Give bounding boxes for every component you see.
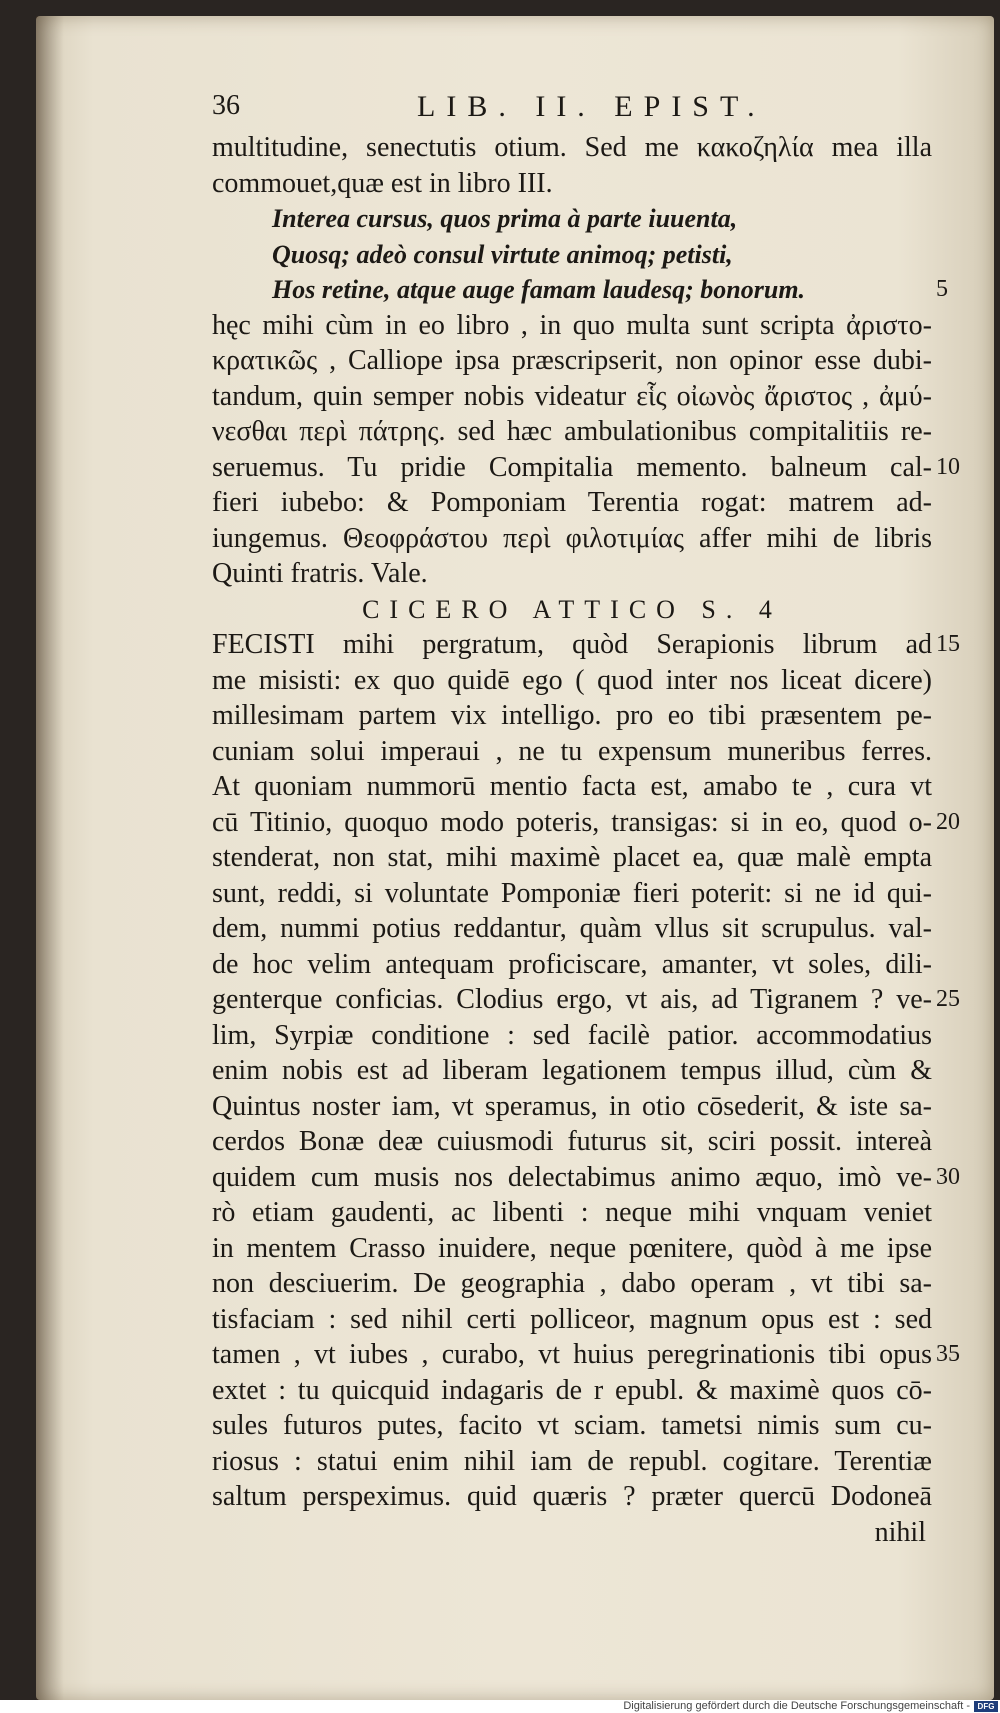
margin-line-number: 35 [936,1341,960,1367]
running-header [212,90,932,130]
text-line: enim nobis est ad liberam legationem tempus illud, cùm & [212,1055,932,1086]
text-line: quidem cum musis nos delectabimus animo æquo, imò ve- [212,1161,932,1193]
text-line: in mentem Crasso inuidere, neque pœnitere, quòd à me ipse [212,1232,932,1264]
text-line: fieri iubebo: & Pomponiam Terentia rogat: matrem ad- [212,487,932,518]
text-lines [212,130,932,1550]
text-line: Quintus noster iam, vt speramus, in otio cōsederit, & iste sa- [212,1090,932,1122]
text-line: saltum perspeximus. quid quæris ? præter quercū Dodoneā [212,1481,932,1512]
text-line: dem, nummi potius reddantur, quàm vllus sit scrupulus. val- [212,913,932,944]
margin-line-number: 30 [936,1163,960,1190]
text-line: sules futuros putes, facito vt sciam. tametsi nimis sum cu- [212,1410,932,1441]
running-title: LIB. II. EPIST. [417,90,766,123]
margin-line-number: 25 [936,986,960,1012]
text-line: tisfaciam : sed nihil certi polliceor, magnum opus est : sed [212,1303,932,1335]
text-line: multitudine, senectutis otium. Sed me κακοζηλία mea illa [212,132,932,163]
text-line: commouet,quæ est in libro III. [212,167,553,199]
text-line: tamen , vt iubes , curabo, vt huius peregrinationis tibi opus [212,1339,932,1370]
text-line: CICERO ATTICO S. 4 [362,594,782,624]
text-line: me misisti: ex quo quidē ego ( quod inter nos liceat dicere) [212,664,932,696]
text-line: non desciuerim. De geographia , dabo operam , vt tibi sa- [212,1268,932,1299]
text-line: sunt, reddi, si voluntate Pomponiæ fieri poterit: si ne id qui- [212,877,932,909]
text-line: Hos retine, atque auge famam laudesq; bonorum. [272,275,806,304]
text-line: rò etiam gaudenti, ac libenti : neque mihi vnquam veniet [212,1197,932,1228]
text-line: Quosq; adeò consul virtute animoq; petisti, [272,239,733,269]
page-spine-shadow [36,16,64,1700]
text-line: νεσθαι περὶ πάτρης. sed hæc ambulationibus compitalitiis re- [212,416,932,447]
page-text-block [212,90,932,1550]
footer-text: Digitalisierung gefördert durch die Deutsche Forschungsgemeinschaft - [623,1700,970,1712]
text-line: cū Titinio, quoquo modo poteris, transigas: si in eo, quod o- [212,806,932,838]
margin-line-number: 15 [936,631,960,657]
text-line: cerdos Bonæ deæ cuiusmodi futurus sit, sciri possit. intereà [212,1126,932,1157]
text-line: hęc mihi cùm in eo libro , in quo multa sunt scripta ἀριστο- [212,309,932,341]
text-line: iungemus. Θεοφράστου περὶ φιλοτιμίας affer mihi de libris [212,522,932,554]
text-line: Quinti fratris. Vale. [212,558,428,589]
dfg-logo: DFG [974,1701,998,1712]
text-line: At quoniam nummorū mentio facta est, amabo te , cura vt [212,771,932,802]
text-line: millesimam partem vix intelligo. pro eo tibi præsentem pe- [212,700,932,731]
text-line: cuniam solui imperaui , ne tu expensum muneribus ferres. [212,735,932,767]
text-line: FECISTI mihi pergratum, quòd Serapionis librum ad [212,629,932,660]
text-line: nihil [874,1516,926,1548]
text-line: tandum, quin semper nobis videatur εἷς οἰωνὸς ἄριστος , ἀμύ- [212,380,932,412]
margin-line-number: 20 [936,808,960,835]
text-line: Interea cursus, quos prima à parte iuuenta, [272,204,738,233]
page-number: 36 [212,90,240,121]
text-line: κρατικῶς , Calliope ipsa præscripserit, non opinor esse dubi- [212,345,932,376]
text-line: stenderat, non stat, mihi maximè placet ea, quæ malè empta [212,842,932,873]
text-line: riosus : statui enim nihil iam de republ. cogitare. Terentiæ [212,1445,932,1477]
margin-line-number: 5 [936,276,948,302]
digitization-footer [0,1700,1000,1713]
text-line: de hoc velim antequam proficiscare, amanter, vt soles, dili- [212,948,932,980]
text-line: genterque conficias. Clodius ergo, vt ais, ad Tigranem ? ve- [212,984,932,1015]
margin-line-number: 10 [936,453,960,480]
text-line: seruemus. Tu pridie Compitalia memento. balneum cal- [212,451,932,483]
text-line: lim, Syrpiæ conditione : sed facilè patior. accommodatius [212,1019,932,1051]
text-line: extet : tu quicquid indagaris de r epubl. & maximè quos cō- [212,1374,932,1406]
